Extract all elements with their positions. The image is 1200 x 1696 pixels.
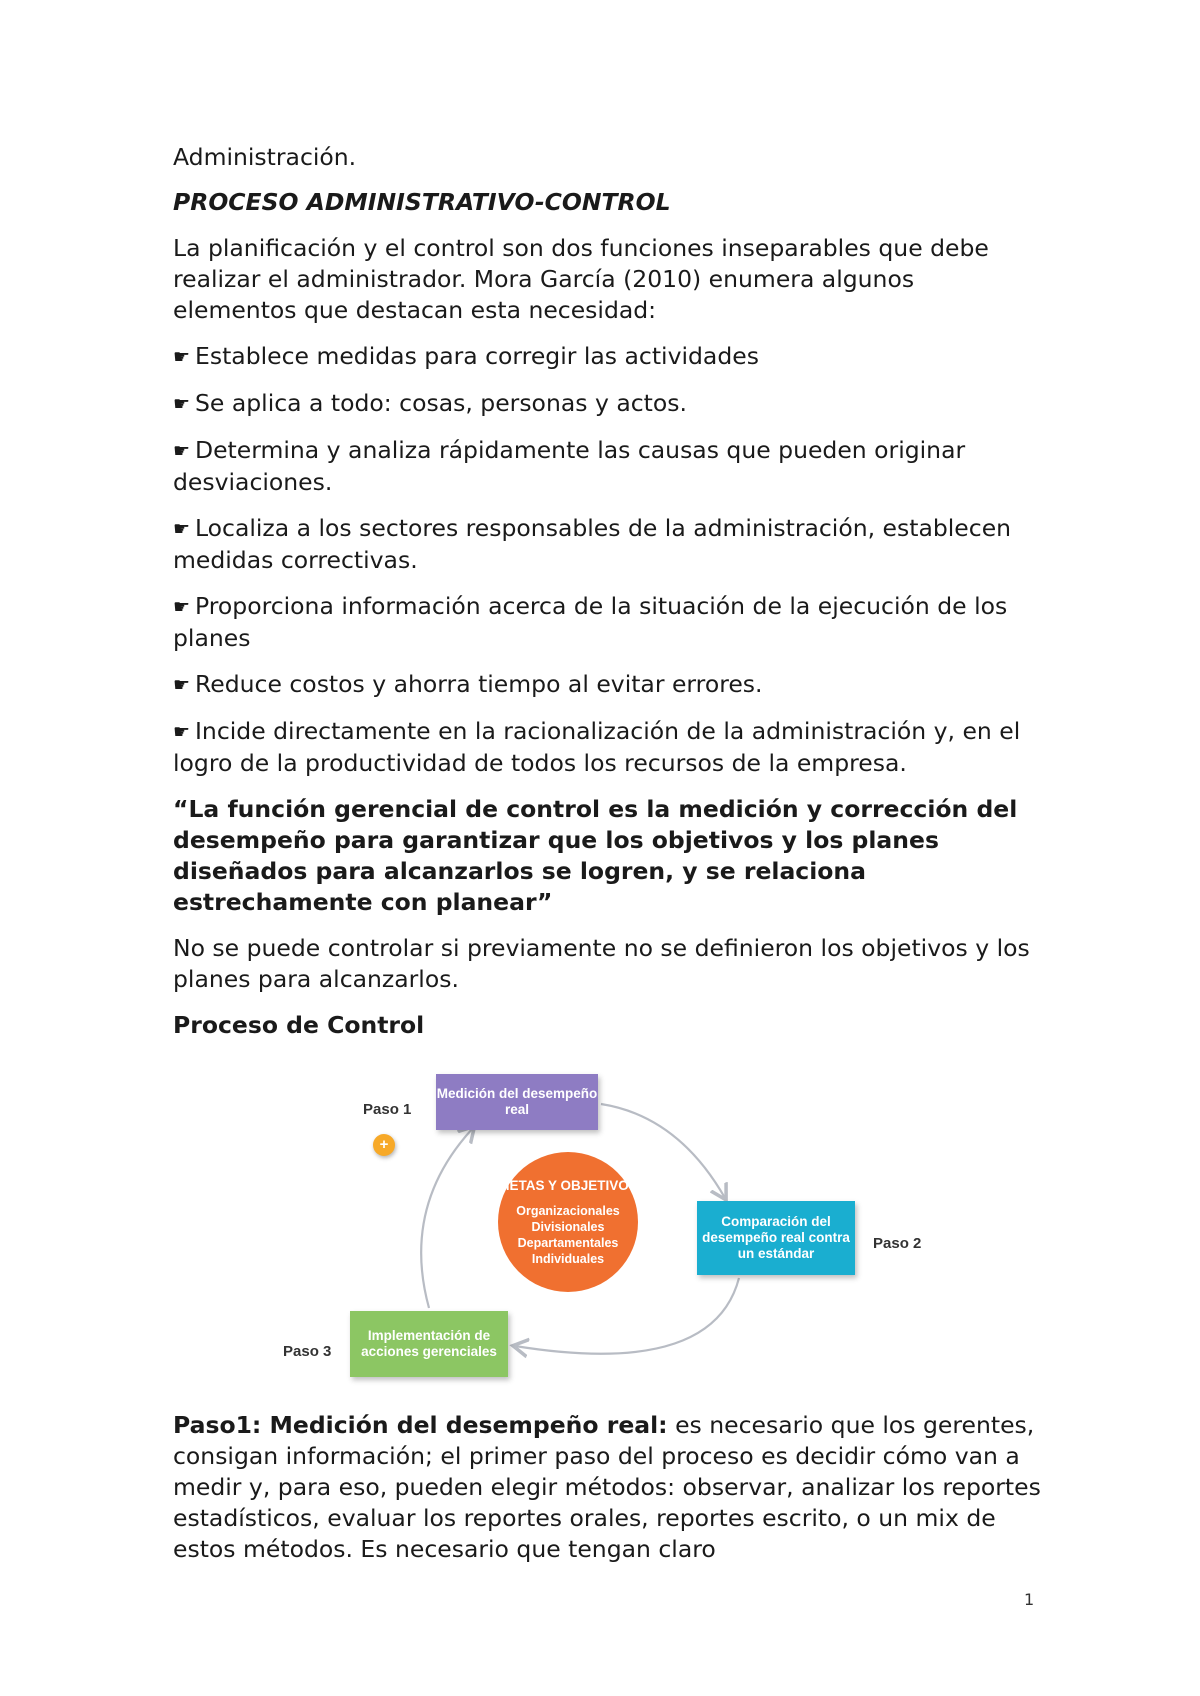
step2-box: Comparación del desempeño real contra un estándar: [697, 1201, 855, 1275]
bullet-arrow-icon: ☛: [173, 440, 191, 462]
goals-circle: [498, 1152, 638, 1292]
bullet-text: Determina y analiza rápidamente las causas que pueden originar desviaciones.: [173, 436, 966, 496]
bullet-arrow-icon: ☛: [173, 674, 191, 696]
bullet-arrow-icon: ☛: [173, 518, 191, 540]
bullet-arrow-icon: ☛: [173, 596, 191, 618]
bullet-arrow-icon: ☛: [173, 346, 191, 368]
step3-box: Implementación de acciones gerenciales: [350, 1311, 508, 1377]
goal-level: Divisionales: [531, 1219, 605, 1234]
step1-paragraph: [173, 1410, 1043, 1565]
bullet-text: Incide directamente en la racionalización de la administración y, en el logro de la productividad de todos los recursos de la empresa.: [173, 717, 1021, 777]
bullet-item: [173, 669, 1043, 701]
section-heading: Proceso de Control: [173, 1011, 425, 1039]
step1-box: Medición del desempeño real: [436, 1074, 598, 1130]
bullet-text: Se aplica a todo: cosas, personas y actos.: [195, 389, 687, 417]
page-number: 1: [1024, 1590, 1035, 1609]
definition-quote: “La función gerencial de control es la medición y corrección del desempeño para garantizar que los objetivos y los planes diseñados para alcanzarlos se logren, y se relaciona estrechamente con planear”: [173, 795, 1018, 916]
goals-title: METAS Y OBJETIVOS: [498, 1177, 638, 1193]
goal-level: Individuales: [531, 1251, 605, 1266]
bullet-item: [173, 435, 1043, 498]
document-body: [173, 142, 1043, 1580]
bullet-arrow-icon: ☛: [173, 393, 191, 415]
bullet-arrow-icon: ☛: [173, 721, 191, 743]
bullet-item: [173, 341, 1043, 373]
bullet-text: Establece medidas para corregir las actividades: [195, 342, 759, 370]
step1-label: Paso 1: [363, 1101, 412, 1118]
control-process-diagram: [173, 1056, 1043, 1396]
goal-level: Departamentales: [517, 1235, 619, 1250]
statement-paragraph: No se puede controlar si previamente no se definieron los objetivos y los planes para alcanzarlos.: [173, 934, 1030, 993]
goal-level: Organizacionales: [516, 1203, 620, 1218]
plus-icon[interactable]: +: [373, 1134, 395, 1156]
bullet-text: Proporciona información acerca de la situación de la ejecución de los planes: [173, 592, 1008, 652]
step1-text: es necesario que los gerentes, consigan información; el primer paso del proceso es decidir cómo van a medir y, para eso, pueden elegir métodos: observar, analizar los reportes estadísticos, evaluar los reportes orales, reportes escrito, o un mix de estos métodos. Es necesario que tengan claro: [173, 1411, 1041, 1563]
intro-paragraph: La planificación y el control son dos funciones inseparables que debe realizar el administrador. Mora García (2010) enumera algunos elementos que destacan esta necesidad:: [173, 234, 989, 324]
step2-label: Paso 2: [873, 1235, 922, 1252]
bullet-text: Reduce costos y ahorra tiempo al evitar errores.: [195, 670, 763, 698]
bullet-item: [173, 513, 1043, 576]
bullet-item: [173, 388, 1043, 420]
step3-label: Paso 3: [283, 1343, 332, 1360]
step1-heading: Paso1: Medición del desempeño real:: [173, 1411, 668, 1439]
document-title: PROCESO ADMINISTRATIVO-CONTROL: [173, 188, 671, 216]
arrow-step3-to-step1: [421, 1128, 473, 1308]
bullet-item: [173, 591, 1043, 654]
bullet-item: [173, 716, 1043, 779]
bullet-text: Localiza a los sectores responsables de la administración, establecen medidas correctivas.: [173, 514, 1012, 574]
subject-line: Administración.: [173, 143, 357, 171]
